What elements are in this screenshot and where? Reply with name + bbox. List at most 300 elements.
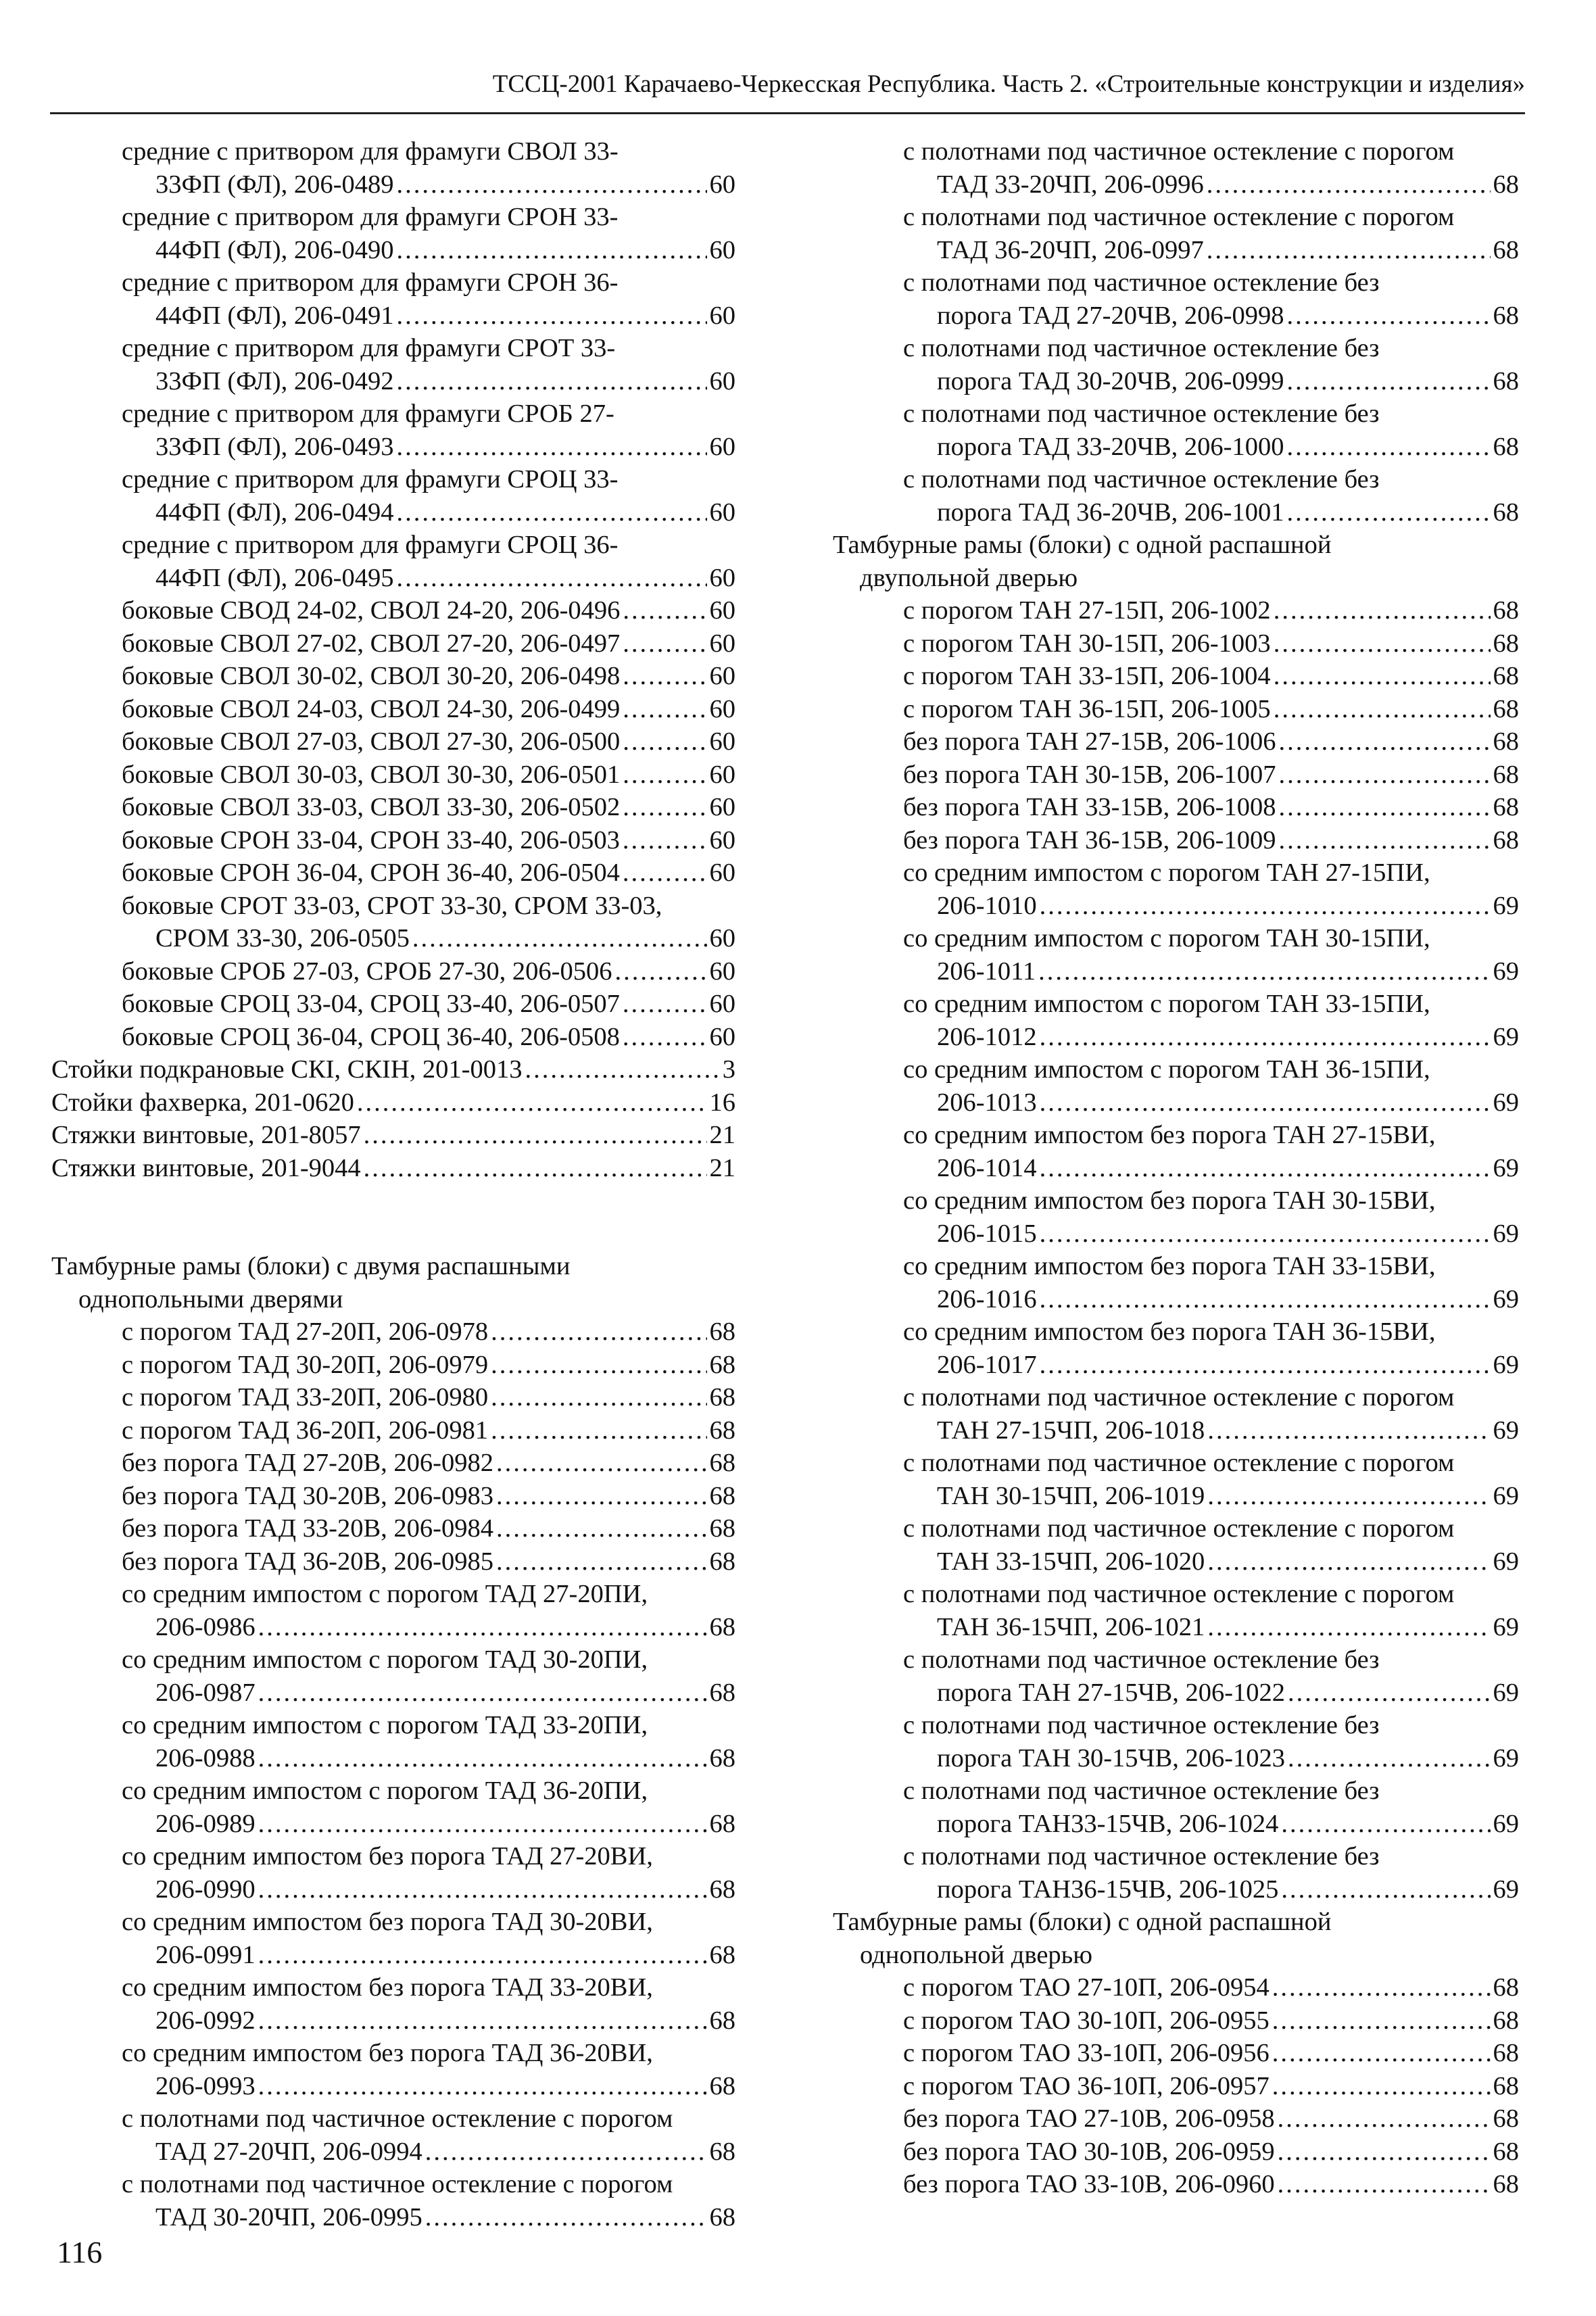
entry-text: 206-0992 bbox=[155, 2006, 256, 2035]
entry-page-number: 68 bbox=[1493, 760, 1519, 789]
index-subentry bbox=[51, 1840, 735, 1906]
entry-text: 206-1014 bbox=[937, 1153, 1037, 1182]
index-subentry bbox=[51, 1447, 735, 1480]
entry-page-number: 16 bbox=[709, 1088, 735, 1117]
entry-page-number: 68 bbox=[709, 1809, 735, 1838]
dot-leader bbox=[364, 1119, 707, 1152]
index-subentry bbox=[833, 660, 1519, 693]
right-column bbox=[833, 135, 1519, 2201]
entry-page-number: 60 bbox=[709, 924, 735, 952]
index-subentry bbox=[833, 1578, 1519, 1643]
index-subentry bbox=[51, 1021, 735, 1054]
entry-page-number: 69 bbox=[1493, 1481, 1519, 1510]
entry-text: порога ТАД 33-20ЧВ, 206-1000 bbox=[937, 432, 1284, 461]
index-subentry bbox=[51, 1316, 735, 1349]
entry-page-number: 68 bbox=[1493, 2039, 1519, 2067]
index-subentry bbox=[833, 2004, 1519, 2037]
dot-leader bbox=[1281, 1808, 1490, 1841]
index-subentry bbox=[51, 1906, 735, 1971]
index-subentry bbox=[51, 1971, 735, 2037]
entry-page-number: 68 bbox=[1493, 825, 1519, 854]
entry-page-number: 69 bbox=[1493, 1547, 1519, 1576]
entry-text: с полотнами под частичное остекление без bbox=[903, 334, 1380, 362]
entry-text: со средним импостом без порога ТАД 33-20ВИ, bbox=[122, 1973, 653, 2002]
index-subentry bbox=[833, 1840, 1519, 1906]
dot-leader bbox=[1278, 791, 1490, 824]
index-subentry bbox=[833, 1709, 1519, 1775]
entry-text: 206-1011 bbox=[937, 957, 1036, 986]
dot-leader bbox=[258, 1939, 707, 1972]
entry-text: боковые СВОЛ 33-03, СВОЛ 33-30, 206-0502 bbox=[122, 793, 621, 821]
index-subentry bbox=[51, 1578, 735, 1643]
index-subentry bbox=[833, 2136, 1519, 2169]
entry-text: 206-0993 bbox=[155, 2071, 256, 2100]
dot-leader bbox=[1207, 1414, 1490, 1447]
dot-leader bbox=[623, 758, 706, 792]
entry-text: с полотнами под частичное остекление без bbox=[903, 1711, 1380, 1739]
index-subentry bbox=[51, 135, 735, 201]
entry-text: без порога ТАН 33-15В, 206-1008 bbox=[903, 793, 1276, 821]
entry-text: с полотнами под частичное остекление с порогом bbox=[903, 1449, 1455, 1477]
dot-leader bbox=[623, 627, 706, 660]
index-subentry bbox=[51, 1349, 735, 1382]
entry-text: со средним импостом с порогом ТАД 33-20ПИ, bbox=[122, 1711, 648, 1739]
entry-page-number: 68 bbox=[1493, 498, 1519, 527]
entry-text: с порогом ТАН 33-15П, 206-1004 bbox=[903, 662, 1271, 690]
dot-leader bbox=[1207, 234, 1491, 267]
entry-page-number: 69 bbox=[1493, 1219, 1519, 1248]
dot-leader bbox=[623, 857, 707, 890]
entry-text: средние с притвором для фрамуги СРОЦ 33- bbox=[122, 465, 619, 493]
entry-text: со средним импостом без порога ТАД 30-20ВИ, bbox=[122, 1908, 653, 1936]
entry-page-number: 68 bbox=[1493, 596, 1519, 625]
dot-leader bbox=[623, 594, 706, 627]
entry-text: 206-0991 bbox=[155, 1940, 256, 1969]
dot-leader bbox=[1207, 1545, 1490, 1578]
entry-text: без порога ТАД 30-20В, 206-0983 bbox=[122, 1481, 493, 1510]
index-subentry bbox=[51, 1480, 735, 1513]
entry-page-number: 60 bbox=[709, 366, 735, 395]
dot-leader bbox=[425, 2201, 707, 2234]
entry-page-number: 69 bbox=[1493, 1809, 1519, 1838]
index-subentry bbox=[51, 1709, 735, 1775]
index-subentry bbox=[833, 1119, 1519, 1184]
entry-text: без порога ТАД 27-20В, 206-0982 bbox=[122, 1449, 493, 1477]
dot-leader bbox=[1287, 431, 1491, 464]
entry-text: со средним импостом без порога ТАД 36-20ВИ, bbox=[122, 2039, 653, 2067]
entry-page-number: 68 bbox=[709, 1449, 735, 1477]
dot-leader bbox=[396, 431, 706, 464]
entry-text: без порога ТАН 36-15В, 206-1009 bbox=[903, 825, 1276, 854]
entry-page-number: 60 bbox=[709, 596, 735, 625]
entry-page-number: 68 bbox=[1493, 1973, 1519, 2002]
entry-text: 206-0987 bbox=[155, 1678, 256, 1707]
dot-leader bbox=[1040, 1021, 1491, 1054]
entry-text: 44ФП (ФЛ), 206-0495 bbox=[155, 563, 394, 592]
entry-page-number: 68 bbox=[709, 1514, 735, 1543]
dot-leader bbox=[1274, 594, 1491, 627]
entry-text: со средним импостом с порогом ТАН 36-15ПИ, bbox=[903, 1055, 1430, 1084]
entry-text: средние с притвором для фрамуги СРОН 33- bbox=[122, 203, 619, 231]
entry-text: с порогом ТАН 36-15П, 206-1005 bbox=[903, 694, 1271, 723]
entry-page-number: 68 bbox=[709, 1383, 735, 1412]
entry-page-number: 60 bbox=[709, 727, 735, 756]
dot-leader bbox=[1040, 1283, 1491, 1316]
index-subentry bbox=[833, 463, 1519, 529]
entry-text: 206-1017 bbox=[937, 1350, 1037, 1379]
dot-leader bbox=[491, 1316, 706, 1349]
entry-text: с полотнами под частичное остекление без bbox=[903, 465, 1380, 493]
entry-text: без порога ТАД 36-20В, 206-0985 bbox=[122, 1547, 493, 1576]
entry-text: со средним импостом с порогом ТАН 27-15ПИ, bbox=[903, 859, 1430, 887]
entry-text: Стяжки винтовые, 201-8057 bbox=[51, 1121, 361, 1149]
entry-text: боковые СВОЛ 24-03, СВОЛ 24-30, 206-0499 bbox=[122, 694, 621, 723]
entry-text: с порогом ТАО 30-10П, 206-0955 bbox=[903, 2006, 1269, 2035]
entry-page-number: 60 bbox=[709, 170, 735, 199]
entry-text: двупольной дверью bbox=[860, 563, 1078, 592]
dot-leader bbox=[425, 2136, 707, 2169]
dot-leader bbox=[491, 1381, 706, 1414]
dot-leader bbox=[258, 2004, 707, 2037]
entry-page-number: 60 bbox=[709, 990, 735, 1018]
entry-text: с полотнами под частичное остекление без bbox=[903, 400, 1380, 428]
entry-text: ТАД 30-20ЧП, 206-0995 bbox=[155, 2202, 422, 2231]
dot-leader bbox=[1278, 2136, 1491, 2169]
entry-page-number: 68 bbox=[709, 1416, 735, 1445]
entry-text: порога ТАД 36-20ЧВ, 206-1001 bbox=[937, 498, 1284, 527]
entry-text: Стойки фахверка, 201-0620 bbox=[51, 1088, 354, 1117]
entry-text: 206-0989 bbox=[155, 1809, 256, 1838]
entry-text: со средним импостом с порогом ТАН 33-15ПИ, bbox=[903, 990, 1430, 1018]
index-subentry bbox=[833, 266, 1519, 332]
entry-page-number: 68 bbox=[1493, 2104, 1519, 2133]
dot-leader bbox=[1287, 365, 1491, 398]
dot-leader bbox=[396, 496, 706, 529]
dot-leader bbox=[1207, 1480, 1490, 1513]
entry-text: боковые СРОН 33-04, СРОН 33-40, 206-0503 bbox=[122, 825, 620, 854]
entry-page-number: 69 bbox=[1493, 1088, 1519, 1117]
entry-text: с полотнами под частичное остекление без bbox=[903, 1777, 1380, 1805]
index-subentry bbox=[833, 1316, 1519, 1381]
entry-text: боковые СВОЛ 27-03, СВОЛ 27-30, 206-0500 bbox=[122, 727, 621, 756]
entry-page-number: 69 bbox=[1493, 957, 1519, 986]
entry-text: с полотнами под частичное остекление с порогом bbox=[122, 2104, 673, 2133]
entry-text: 206-0986 bbox=[155, 1612, 256, 1641]
index-subentry bbox=[51, 2102, 735, 2168]
index-subentry bbox=[51, 1545, 735, 1578]
index-subentry bbox=[51, 725, 735, 758]
index-subentry bbox=[833, 824, 1519, 857]
entry-page-number: 60 bbox=[709, 825, 735, 854]
entry-page-number: 68 bbox=[709, 2137, 735, 2166]
entry-text: однопольной дверью bbox=[860, 1940, 1092, 1969]
entry-text: 44ФП (ФЛ), 206-0491 bbox=[155, 301, 394, 330]
entry-text: 33ФП (ФЛ), 206-0489 bbox=[155, 170, 394, 199]
entry-page-number: 68 bbox=[1493, 366, 1519, 395]
entry-text: без порога ТАД 33-20В, 206-0984 bbox=[122, 1514, 493, 1543]
entry-text: с порогом ТАД 33-20П, 206-0980 bbox=[122, 1383, 489, 1412]
index-subentry bbox=[51, 266, 735, 332]
dot-leader bbox=[1274, 660, 1491, 693]
entry-text: 206-1012 bbox=[937, 1022, 1037, 1051]
index-subentry bbox=[833, 397, 1519, 463]
entry-text: средние с притвором для фрамуги СРОЦ 36- bbox=[122, 531, 619, 559]
index-heading-entry bbox=[51, 1086, 735, 1119]
entry-text: 206-1010 bbox=[937, 891, 1037, 920]
dot-leader bbox=[1207, 1611, 1490, 1644]
entry-text: с полотнами под частичное остекление без bbox=[903, 1645, 1380, 1674]
dot-leader bbox=[357, 1086, 707, 1119]
section-gap bbox=[51, 1184, 735, 1250]
entry-text: 44ФП (ФЛ), 206-0490 bbox=[155, 235, 394, 264]
dot-leader bbox=[623, 824, 707, 857]
dot-leader bbox=[496, 1545, 707, 1578]
dot-leader bbox=[258, 1808, 707, 1841]
entry-text: порога ТАД 30-20ЧВ, 206-0999 bbox=[937, 366, 1284, 395]
entry-page-number: 68 bbox=[1493, 727, 1519, 756]
entry-text: с полотнами под частичное остекление с порогом bbox=[903, 1580, 1455, 1608]
dot-leader bbox=[1287, 496, 1491, 529]
entry-text: порога ТАД 27-20ЧВ, 206-0998 bbox=[937, 301, 1284, 330]
dot-leader bbox=[258, 1676, 707, 1710]
dot-leader bbox=[623, 1021, 707, 1054]
index-subentry bbox=[833, 857, 1519, 922]
entry-text: со средним импостом с порогом ТАД 27-20ПИ, bbox=[122, 1580, 648, 1608]
index-heading-entry bbox=[51, 1053, 735, 1086]
dot-leader bbox=[258, 1611, 707, 1644]
index-subentry bbox=[833, 627, 1519, 660]
dot-leader bbox=[1040, 1152, 1491, 1185]
entry-text: Тамбурные рамы (блоки) с одной распашной bbox=[833, 531, 1332, 559]
entry-text: средние с притвором для фрамуги СРОТ 33- bbox=[122, 334, 616, 362]
entry-page-number: 68 bbox=[1493, 432, 1519, 461]
entry-page-number: 60 bbox=[709, 235, 735, 264]
entry-text: боковые СРОЦ 36-04, СРОЦ 36-40, 206-0508 bbox=[122, 1022, 620, 1051]
entry-page-number: 60 bbox=[709, 301, 735, 330]
dot-leader bbox=[623, 693, 706, 726]
dot-leader bbox=[258, 2070, 707, 2103]
entry-page-number: 68 bbox=[1493, 793, 1519, 821]
entry-page-number: 69 bbox=[1493, 1284, 1519, 1313]
entry-page-number: 60 bbox=[709, 694, 735, 723]
page-number: 116 bbox=[57, 2235, 103, 2269]
dot-leader bbox=[1272, 2004, 1491, 2037]
entry-text: со средним импостом с порогом ТАН 30-15ПИ, bbox=[903, 924, 1430, 952]
entry-page-number: 68 bbox=[1493, 629, 1519, 658]
index-subentry bbox=[833, 2168, 1519, 2201]
entry-page-number: 69 bbox=[1493, 1612, 1519, 1641]
entry-page-number: 68 bbox=[1493, 301, 1519, 330]
entry-text: боковые СВОЛ 27-02, СВОЛ 27-20, 206-0497 bbox=[122, 629, 621, 658]
entry-text: порога ТАН33-15ЧВ, 206-1024 bbox=[937, 1809, 1279, 1838]
index-subentry bbox=[833, 758, 1519, 792]
entry-text: с порогом ТАН 30-15П, 206-1003 bbox=[903, 629, 1271, 658]
entry-page-number: 69 bbox=[1493, 1743, 1519, 1772]
entry-text: Стяжки винтовые, 201-9044 bbox=[51, 1153, 361, 1182]
entry-text: боковые СРОТ 33-03, СРОТ 33-30, СРОМ 33-03, bbox=[122, 891, 662, 920]
entry-text: 206-1015 bbox=[937, 1219, 1037, 1248]
entry-text: ТАН 36-15ЧП, 206-1021 bbox=[937, 1612, 1205, 1641]
running-header bbox=[50, 68, 1525, 114]
entry-page-number: 68 bbox=[709, 1481, 735, 1510]
dot-leader bbox=[396, 365, 706, 398]
dot-leader bbox=[496, 1512, 707, 1545]
entry-text: со средним импостом без порога ТАН 36-15ВИ, bbox=[903, 1318, 1436, 1346]
index-subentry bbox=[51, 1381, 735, 1414]
entry-page-number: 68 bbox=[709, 1612, 735, 1641]
entry-text: порога ТАН36-15ЧВ, 206-1025 bbox=[937, 1875, 1279, 1904]
entry-page-number: 68 bbox=[709, 1547, 735, 1576]
index-subentry bbox=[51, 824, 735, 857]
entry-text: с порогом ТАД 36-20П, 206-0981 bbox=[122, 1416, 489, 1445]
index-subentry bbox=[833, 332, 1519, 397]
index-subentry bbox=[833, 1643, 1519, 1709]
index-subentry bbox=[51, 332, 735, 397]
index-subentry bbox=[833, 988, 1519, 1053]
index-subentry bbox=[51, 463, 735, 529]
index-subentry bbox=[833, 135, 1519, 201]
index-heading-entry bbox=[51, 1250, 735, 1316]
entry-text: 206-0988 bbox=[155, 1743, 256, 1772]
index-subentry bbox=[51, 1414, 735, 1447]
dot-leader bbox=[258, 1873, 707, 1906]
index-heading-entry bbox=[833, 529, 1519, 594]
index-subentry bbox=[51, 1512, 735, 1545]
dot-leader bbox=[1272, 2070, 1491, 2103]
dot-leader bbox=[1040, 890, 1491, 923]
entry-page-number: 68 bbox=[1493, 694, 1519, 723]
entry-page-number: 60 bbox=[709, 662, 735, 690]
index-subentry bbox=[51, 660, 735, 693]
index-subentry bbox=[51, 2037, 735, 2102]
index-subentry bbox=[833, 2037, 1519, 2070]
dot-leader bbox=[1288, 1742, 1490, 1775]
entry-text: с полотнами под частичное остекление без bbox=[903, 268, 1380, 297]
entry-page-number: 60 bbox=[709, 957, 735, 986]
entry-page-number: 68 bbox=[1493, 2071, 1519, 2100]
entry-text: с полотнами под частичное остекление с порогом bbox=[903, 203, 1455, 231]
entry-page-number: 60 bbox=[709, 793, 735, 821]
dot-leader bbox=[1272, 2037, 1491, 2070]
index-subentry bbox=[833, 1053, 1519, 1119]
dot-leader bbox=[1274, 627, 1491, 660]
entry-text: порога ТАН 30-15ЧВ, 206-1023 bbox=[937, 1743, 1286, 1772]
entry-page-number: 69 bbox=[1493, 1416, 1519, 1445]
dot-leader bbox=[1281, 1873, 1490, 1906]
entry-text: боковые СВОД 24-02, СВОЛ 24-20, 206-0496 bbox=[122, 596, 621, 625]
entry-text: 44ФП (ФЛ), 206-0494 bbox=[155, 498, 394, 527]
dot-leader bbox=[1207, 168, 1491, 201]
index-subentry bbox=[833, 2070, 1519, 2103]
index-subentry bbox=[51, 791, 735, 824]
entry-text: без порога ТАО 27-10В, 206-0958 bbox=[903, 2104, 1275, 2133]
entry-text: с порогом ТАО 27-10П, 206-0954 bbox=[903, 1973, 1269, 2002]
entry-page-number: 68 bbox=[709, 1743, 735, 1772]
entry-text: ТАД 33-20ЧП, 206-0996 bbox=[937, 170, 1204, 199]
dot-leader bbox=[396, 562, 706, 595]
dot-leader bbox=[1278, 2102, 1491, 2136]
entry-page-number: 60 bbox=[709, 760, 735, 789]
index-subentry bbox=[833, 1184, 1519, 1250]
dot-leader bbox=[623, 660, 706, 693]
dot-leader bbox=[623, 988, 707, 1021]
entry-text: с полотнами под частичное остекление с порогом bbox=[122, 2170, 673, 2198]
entry-page-number: 68 bbox=[709, 1350, 735, 1379]
index-subentry bbox=[833, 922, 1519, 988]
dot-leader bbox=[525, 1053, 720, 1086]
dot-leader bbox=[396, 168, 706, 201]
entry-page-number: 68 bbox=[1493, 2006, 1519, 2035]
entry-text: ТАН 27-15ЧП, 206-1018 bbox=[937, 1416, 1205, 1445]
entry-page-number: 21 bbox=[709, 1153, 735, 1182]
entry-text: ТАН 33-15ЧП, 206-1020 bbox=[937, 1547, 1205, 1576]
index-heading-entry bbox=[833, 1906, 1519, 1971]
dot-leader bbox=[396, 299, 706, 333]
entry-page-number: 68 bbox=[709, 1678, 735, 1707]
entry-page-number: 69 bbox=[1493, 1875, 1519, 1904]
index-subentry bbox=[51, 397, 735, 463]
entry-page-number: 68 bbox=[1493, 235, 1519, 264]
entry-text: боковые СВОЛ 30-03, СВОЛ 30-30, 206-0501 bbox=[122, 760, 621, 789]
index-subentry bbox=[51, 2168, 735, 2234]
index-subentry bbox=[833, 201, 1519, 266]
index-subentry bbox=[51, 529, 735, 594]
entry-page-number: 68 bbox=[1493, 170, 1519, 199]
entry-page-number: 68 bbox=[709, 2202, 735, 2231]
entry-page-number: 60 bbox=[709, 498, 735, 527]
entry-text: ТАД 27-20ЧП, 206-0994 bbox=[155, 2137, 422, 2166]
entry-text: средние с притвором для фрамуги СРОБ 27- bbox=[122, 400, 614, 428]
entry-text: со средним импостом с порогом ТАД 36-20ПИ, bbox=[122, 1777, 648, 1805]
index-heading-entry bbox=[51, 1119, 735, 1152]
entry-text: однопольными дверями bbox=[78, 1284, 343, 1313]
entry-text: с полотнами под частичное остекление с порогом bbox=[903, 1514, 1455, 1543]
entry-text: боковые СРОЦ 33-04, СРОЦ 33-40, 206-0507 bbox=[122, 990, 620, 1018]
dot-leader bbox=[396, 234, 706, 267]
dot-leader bbox=[615, 955, 707, 988]
dot-leader bbox=[1287, 299, 1491, 333]
entry-page-number: 69 bbox=[1493, 1153, 1519, 1182]
entry-text: СРОМ 33-30, 206-0505 bbox=[155, 924, 410, 952]
dot-leader bbox=[1040, 1086, 1491, 1119]
index-subentry bbox=[51, 955, 735, 988]
dot-leader bbox=[258, 1742, 707, 1775]
entry-page-number: 60 bbox=[709, 432, 735, 461]
entry-page-number: 68 bbox=[709, 1940, 735, 1969]
index-subentry bbox=[833, 1381, 1519, 1447]
index-subentry bbox=[51, 890, 735, 955]
dot-leader bbox=[1278, 2168, 1491, 2201]
entry-text: порога ТАН 27-15ЧВ, 206-1022 bbox=[937, 1678, 1286, 1707]
index-subentry bbox=[51, 1643, 735, 1709]
entry-page-number: 68 bbox=[709, 2071, 735, 2100]
entry-text: боковые СРОБ 27-03, СРОБ 27-30, 206-0506 bbox=[122, 957, 612, 986]
entry-text: боковые СВОЛ 30-02, СВОЛ 30-20, 206-0498 bbox=[122, 662, 621, 690]
entry-text: средние с притвором для фрамуги СВОЛ 33- bbox=[122, 137, 619, 166]
index-subentry bbox=[833, 1250, 1519, 1316]
entry-page-number: 68 bbox=[709, 1318, 735, 1346]
entry-text: Тамбурные рамы (блоки) с одной распашной bbox=[833, 1908, 1332, 1936]
dot-leader bbox=[623, 725, 706, 758]
entry-page-number: 60 bbox=[709, 1022, 735, 1051]
entry-page-number: 69 bbox=[1493, 1022, 1519, 1051]
entry-text: 33ФП (ФЛ), 206-0493 bbox=[155, 432, 394, 461]
entry-text: с порогом ТАО 36-10П, 206-0957 bbox=[903, 2071, 1269, 2100]
entry-text: с порогом ТАД 30-20П, 206-0979 bbox=[122, 1350, 489, 1379]
dot-leader bbox=[1272, 1971, 1491, 2004]
dot-leader bbox=[491, 1349, 706, 1382]
dot-leader bbox=[412, 922, 707, 955]
